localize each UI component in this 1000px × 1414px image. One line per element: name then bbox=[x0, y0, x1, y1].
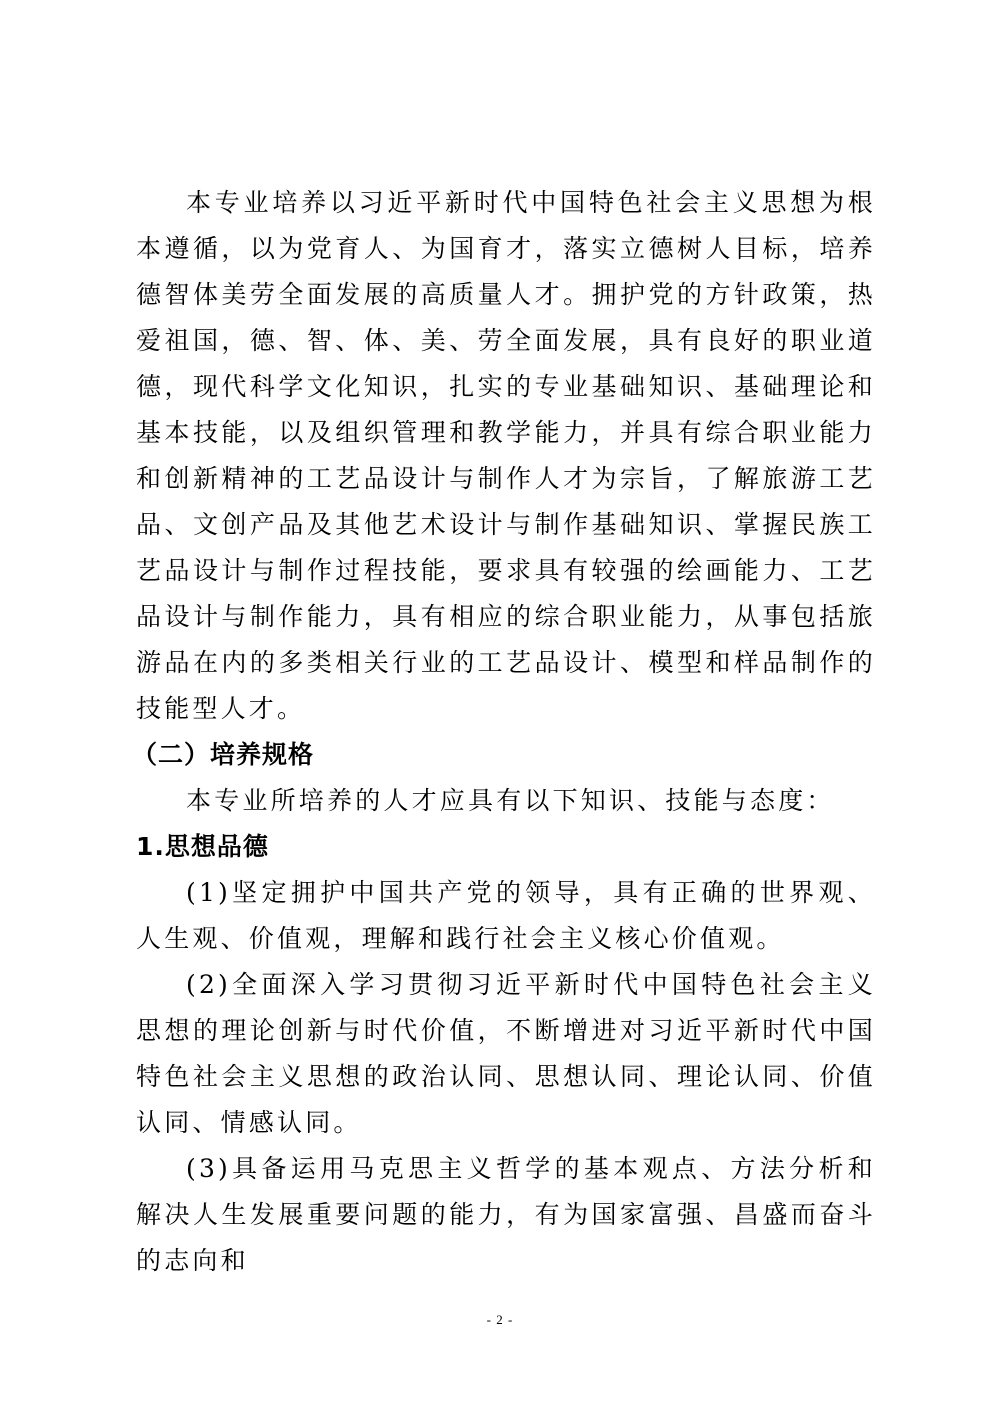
list-item: (3)具备运用马克思主义哲学的基本观点、方法分析和解决人生发展重要问题的能力，有为国家富强、昌盛而奋斗的志向和 bbox=[136, 1154, 876, 1275]
subsection-heading: 1.思想品德 bbox=[136, 832, 269, 861]
list-item: (1)坚定拥护中国共产党的领导，具有正确的世界观、人生观、价值观，理解和践行社会主义核心价值观。 bbox=[136, 878, 876, 953]
intro-paragraph: 本专业培养以习近平新时代中国特色社会主义思想为根本遵循，以为党育人、为国育才，落实立德树人目标，培养德智体美劳全面发展的高质量人才。拥护党的方针政策，热爱祖国，德、智、体、美、劳全面发展，具有良好的职业道德，现代科学文化知识，扎实的专业基础知识、基础理论和基本技能，以及组织管理和教学能力，并具有综合职业能力和创新精神的工艺品设计与制作人才为宗旨，了解旅游工艺品、文创产品及其他艺术设计与制作基础知识、掌握民族工艺品设计与制作过程技能，要求具有较强的绘画能力、工艺品设计与制作能力，具有相应的综合职业能力，从事包括旅游品在内的多类相关行业的工艺品设计、模型和样品制作的技能型人才。 bbox=[136, 188, 876, 723]
page-number: - 2 - bbox=[486, 1312, 514, 1327]
list-item: (2)全面深入学习贯彻习近平新时代中国特色社会主义思想的理论创新与时代价值，不断增进对习近平新时代中国特色社会主义思想的政治认同、思想认同、理论认同、价值认同、情感认同。 bbox=[136, 970, 876, 1137]
section-intro: 本专业所培养的人才应具有以下知识、技能与态度： bbox=[186, 786, 835, 815]
section-heading: （二）培养规格 bbox=[132, 740, 315, 769]
document-body bbox=[132, 180, 876, 1284]
